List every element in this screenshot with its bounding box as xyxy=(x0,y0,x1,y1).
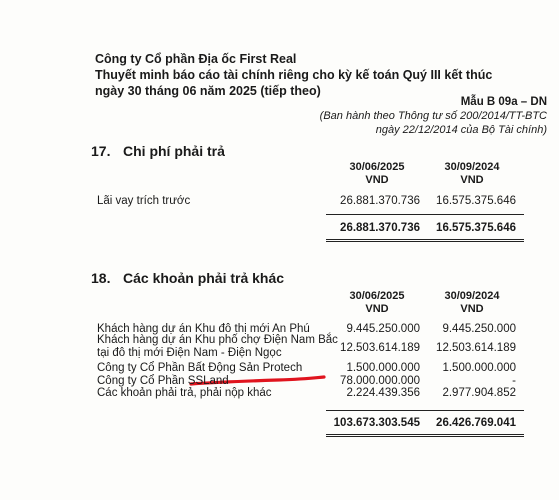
s18-row-label: Các khoản phải trả, phải nộp khác xyxy=(97,387,272,399)
s18-row-label: Khách hàng dự án Khu phố chợ Điện Nam Bắc xyxy=(97,334,338,346)
s17-col1-unit: VND xyxy=(365,174,389,186)
report-title: Thuyết minh báo cáo tài chính riêng cho kỳ kế toán Quý III kết thúc xyxy=(95,68,493,82)
s17-total-top-rule xyxy=(326,214,524,215)
s18-row-value-col2: 2.977.904.852 xyxy=(442,387,516,399)
s18-total-col2: 26.426.769.041 xyxy=(436,417,516,429)
s18-row-value-col2: 12.503.614.189 xyxy=(436,342,516,354)
s18-col2-unit: VND xyxy=(460,303,484,315)
s17-col2-unit: VND xyxy=(460,174,484,186)
s18-row-value-col1: 1.500.000.000 xyxy=(346,362,420,374)
s18-row-value-col1: 2.224.439.356 xyxy=(346,387,420,399)
s17-total-bottom-rule xyxy=(326,239,524,242)
s17-row-value-col1: 26.881.370.736 xyxy=(340,195,420,207)
s17-col1-date: 30/06/2025 xyxy=(349,161,405,173)
s18-total-bottom-rule xyxy=(326,434,524,437)
s18-row-value-col2: - xyxy=(512,375,516,387)
s18-row-label-protech: Công ty Cổ Phần Bất Động Sản Protech xyxy=(97,362,303,374)
s18-row-value-col1: 9.445.250.000 xyxy=(346,323,420,335)
s17-total-col1: 26.881.370.736 xyxy=(340,222,420,234)
s18-col1-date: 30/06/2025 xyxy=(349,290,405,302)
s18-row-label-line2: tại đô thị mới Điện Nam - Điện Ngọc xyxy=(97,347,282,359)
s18-total-top-rule xyxy=(326,410,524,411)
report-period: ngày 30 tháng 06 năm 2025 (tiếp theo) xyxy=(95,84,321,98)
section-18-title: Các khoản phải trả khác xyxy=(123,270,285,286)
section-17-number: 17. xyxy=(91,143,111,159)
company-name: Công ty Cổ phần Địa ốc First Real xyxy=(95,52,297,66)
form-note-line1: (Ban hành theo Thông tư số 200/2014/TT-BTC xyxy=(319,110,547,122)
s18-row-label: Công ty Cổ Phần SSLand xyxy=(97,375,229,387)
s17-row-value-col2: 16.575.375.646 xyxy=(436,195,516,207)
s18-col1-unit: VND xyxy=(365,303,389,315)
s18-total-col1: 103.673.303.545 xyxy=(333,417,420,429)
s18-col2-date: 30/09/2024 xyxy=(444,290,500,302)
form-note-line2: ngày 22/12/2014 của Bộ Tài chính) xyxy=(375,124,547,136)
s18-row-value-col1: 12.503.614.189 xyxy=(340,342,420,354)
form-code: Mẫu B 09a – DN xyxy=(460,96,547,108)
s17-total-col2: 16.575.375.646 xyxy=(436,222,516,234)
s18-row-value-col2: 1.500.000.000 xyxy=(442,362,516,374)
section-17-title: Chi phí phải trả xyxy=(123,143,225,159)
section-18-number: 18. xyxy=(91,270,111,286)
s18-row-value-col1: 78.000.000.000 xyxy=(340,375,420,387)
s18-row-value-col2: 9.445.250.000 xyxy=(442,323,516,335)
s18-row-label: Khách hàng dự án Khu đô thị mới An Phú xyxy=(97,323,310,335)
s17-row-label: Lãi vay trích trước xyxy=(97,195,191,207)
s17-col2-date: 30/09/2024 xyxy=(444,161,500,173)
